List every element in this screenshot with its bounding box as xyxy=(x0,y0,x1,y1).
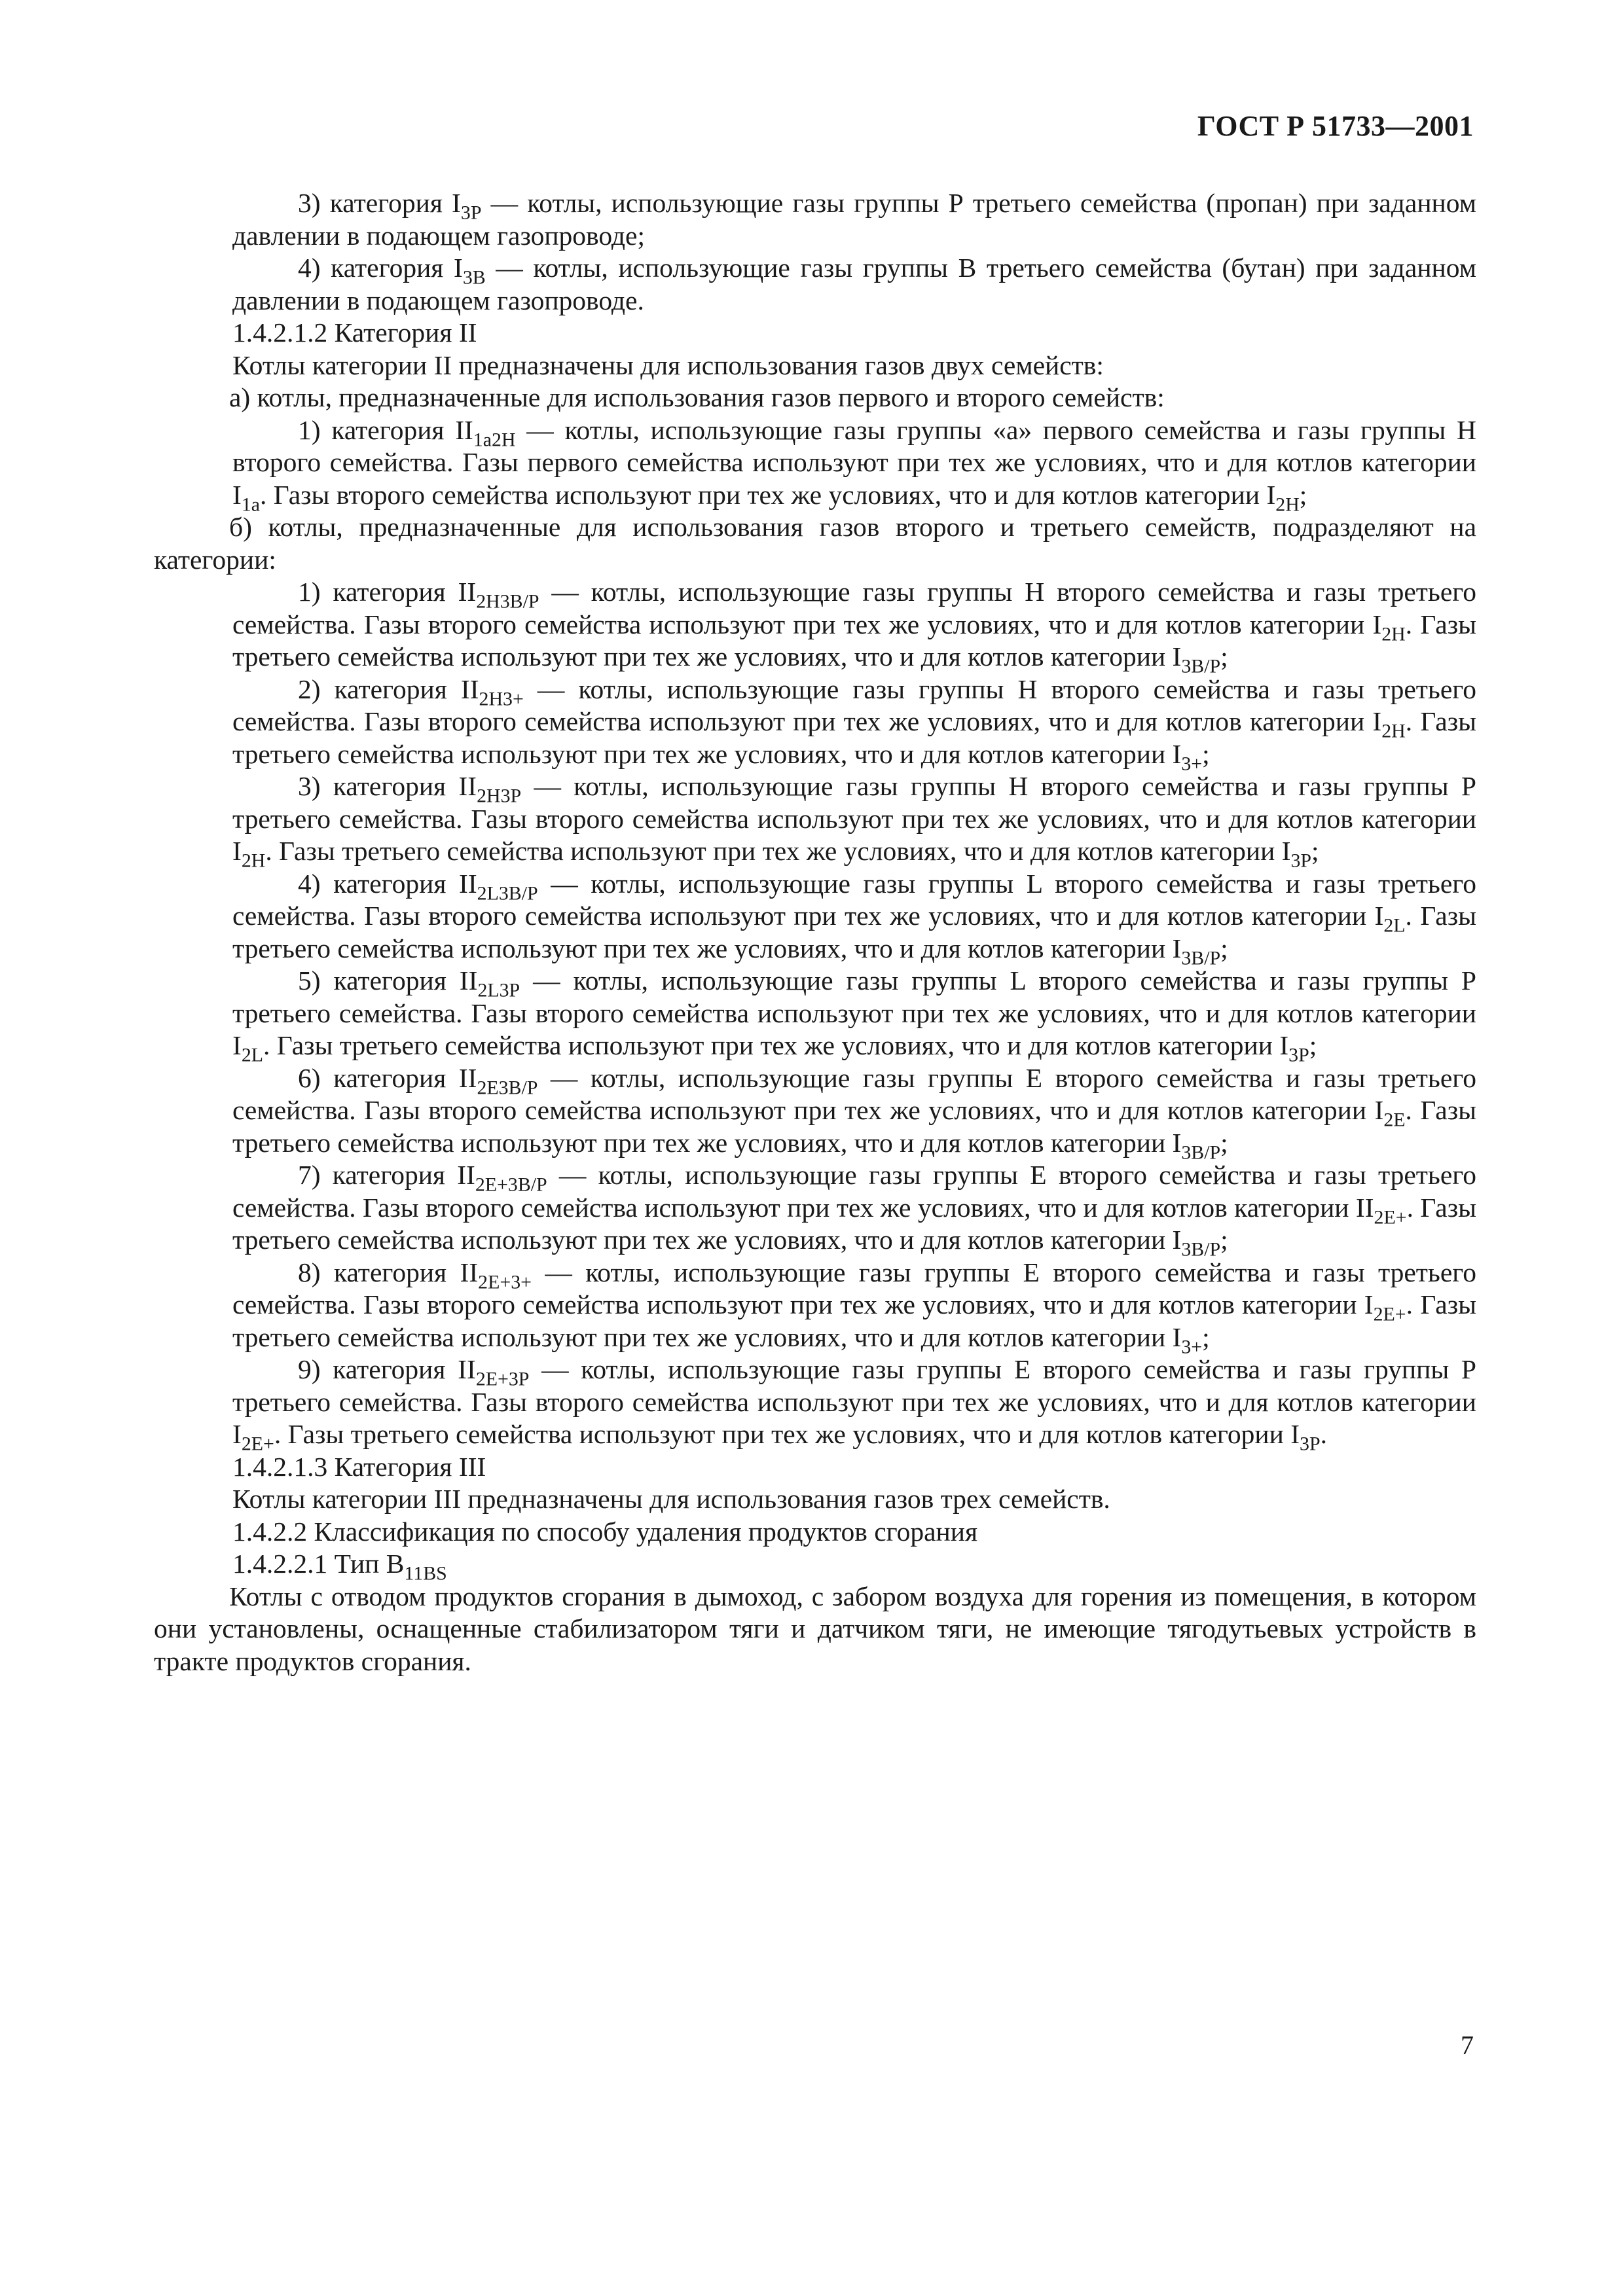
section-heading-1-4-2-2: 1.4.2.2 Классификация по способу удаления продуктов сгорания xyxy=(232,1516,978,1547)
page-number: 7 xyxy=(1461,2030,1474,2060)
paragraph-type-b11bs-description: Котлы с отводом продуктов сгорания в дымоход, с забором воздуха для горения из помещения, в котором они установлены, оснащенные стабилизатором тяги и датчиком тяги, не имеющие тягодутьевых устройств в тракте продуктов сгорания. xyxy=(154,1581,1476,1676)
section-heading-1-4-2-2-1: 1.4.2.2.1 Тип $В_{11BS}$ xyxy=(232,1549,447,1585)
document-body xyxy=(154,187,1476,1677)
paragraph-category-iii: Котлы категории III предназначены для использования газов трех семейств. xyxy=(232,1484,1110,1514)
paragraph-category-ii-intro: Котлы категории II предназначены для использования газов двух семейств: xyxy=(232,350,1104,380)
section-heading-1-4-2-1-2: 1.4.2.1.2 Категория II xyxy=(232,317,477,348)
paragraph-category-i3b: 4) категория $I_{3B}$ — котлы, использующие газы группы В третьего семейства (бутан) при заданном давлении в подающем газопроводе. xyxy=(232,253,1476,315)
paragraph-category-i3p: 3) категория $I_{3P}$ — котлы, использующие газы группы Р третьего семейства (пропан) при заданном давлении в подающем газопроводе; xyxy=(232,188,1476,251)
section-heading-1-4-2-1-3: 1.4.2.1.3 Категория III xyxy=(232,1451,486,1482)
list-item-b: б) котлы, предназначенные для использования газов второго и третьего семейств, подразделяют на категории: xyxy=(154,512,1476,575)
paragraph-category-ii2h3p: 3) категория $II_{2H3P}$ — котлы, использующие газы группы Н второго семейства и газы группы Р третьего семейства. Газы второго семейства используют при тех же условиях, что и для котлов категории $I_{2H}$. Газы третьего семейства используют при тех же условиях, что и для котлов категории $I_{3P}$; xyxy=(232,771,1476,872)
paragraph-category-ii2eplus3plus: 8) категория $II_{2E+3+}$ — котлы, использующие газы группы Е второго семейства и газы третьего семейства. Газы второго семейства используют при тех же условиях, что и для котлов категории $I_{2E+}$. Газы третьего семейства используют при тех же условиях, что и для котлов категории $I_{3+}$; xyxy=(232,1257,1476,1357)
paragraph-category-ii2l3p: 5) категория $II_{2L3P}$ — котлы, использующие газы группы L второго семейства и газы группы Р третьего семейства. Газы второго семейства используют при тех же условиях, что и для котлов категории $I_{2L}$. Газы третьего семейства используют при тех же условиях, что и для котлов категории $I_{3P}$; xyxy=(232,965,1476,1066)
paragraph-category-ii2eplus3p: 9) категория $II_{2E+3P}$ — котлы, использующие газы группы Е второго семейства и газы группы Р третьего семейства. Газы второго семейства используют при тех же условиях, что и для котлов категории $I_{2E+}$. Газы третьего семейства используют при тех же условиях, что и для котлов категории $I_{3P}$. xyxy=(232,1354,1477,1455)
document-header: ГОСТ Р 51733—2001 xyxy=(1197,110,1474,142)
paragraph-category-ii2eplus3bp: 7) категория $II_{2E+3B/P}$ — котлы, использующие газы группы Е второго семейства и газы третьего семейства. Газы второго семейства используют при тех же условиях, что и для котлов категории $II_{2E+}$. Газы третьего семейства используют при тех же условиях, что и для котлов категории $I_{3B/P}$; xyxy=(232,1160,1476,1261)
paragraph-category-ii2l3bp: 4) категория $II_{2L3B/P}$ — котлы, использующие газы группы L второго семейства и газы третьего семейства. Газы второго семейства используют при тех же условиях, что и для котлов категории $I_{2L}$. Газы третьего семейства используют при тех же условиях, что и для котлов категории $I_{3B/P}$; xyxy=(232,868,1476,969)
paragraph-category-ii2e3bp: 6) категория $II_{2E3B/P}$ — котлы, использующие газы группы Е второго семейства и газы третьего семейства. Газы второго семейства используют при тех же условиях, что и для котлов категории $I_{2E}$. Газы третьего семейства используют при тех же условиях, что и для котлов категории $I_{3B/P}$; xyxy=(232,1062,1476,1163)
list-item-a: а) котлы, предназначенные для использования газов первого и второго семейств: xyxy=(229,382,1165,412)
paragraph-category-ii1a2h: 1) категория $II_{1a2H}$ — котлы, использующие газы группы «а» первого семейства и газы группы Н второго семейства. Газы первого семейства используют при тех же условиях, что и для котлов категории $I_{1a}$. Газы второго семейства используют при тех же условиях, что и для котлов категории $I_{2H}$; xyxy=(232,414,1476,515)
paragraph-category-ii2h3plus: 2) категория $II_{2H3+}$ — котлы, использующие газы группы Н второго семейства и газы третьего семейства. Газы второго семейства используют при тех же условиях, что и для котлов категории $I_{2H}$. Газы третьего семейства используют при тех же условиях, что и для котлов категории $I_{3+}$; xyxy=(232,673,1477,774)
paragraph-category-ii2h3bp: 1) категория $II_{2H3B/P}$ — котлы, использующие газы группы Н второго семейства и газы третьего семейства. Газы второго семейства используют при тех же условиях, что и для котлов категории $I_{2H}$. Газы третьего семейства используют при тех же условиях, что и для котлов категории $I_{3B/P}$; xyxy=(232,577,1476,677)
